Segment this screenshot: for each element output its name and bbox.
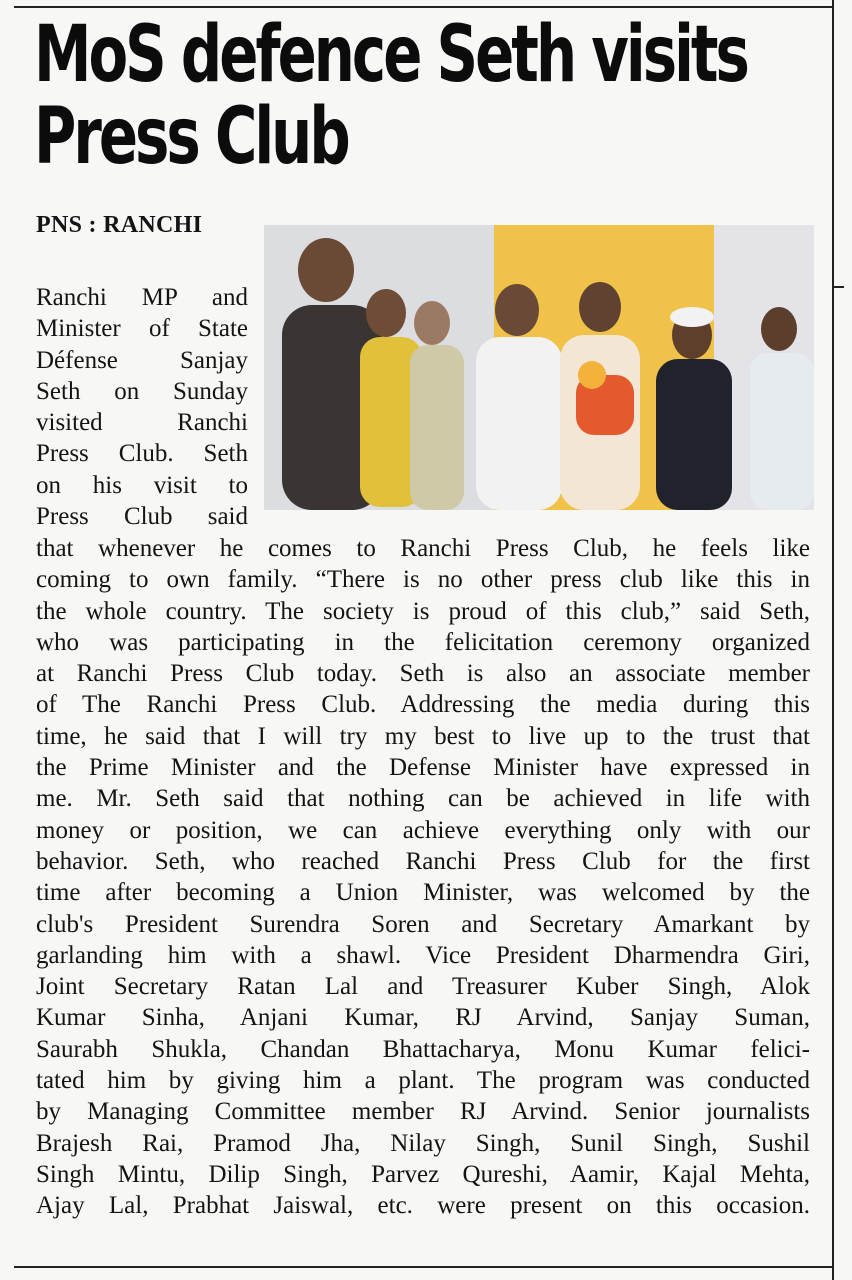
lead-line: Press Club. Seth (36, 440, 248, 468)
lead-line: Seth on Sunday (36, 377, 248, 405)
lead-line: Défense Sanjay (36, 346, 248, 374)
body-line: garlanding him with a shawl. Vice President Dharmendra Giri, (36, 941, 810, 969)
body-line: Singh Mintu, Dilip Singh, Parvez Qureshi, Aamir, Kajal Mehta, (36, 1160, 810, 1188)
column-marker-tick (834, 286, 844, 288)
body-line: Brajesh Rai, Pramod Jha, Nilay Singh, Sunil Singh, Sushil (36, 1129, 810, 1157)
body-line: behavior. Seth, who reached Ranchi Press Club for the first (36, 847, 810, 875)
body-line: Saurabh Shukla, Chandan Bhattacharya, Monu Kumar felici- (36, 1035, 810, 1063)
body-line: Kumar Sinha, Anjani Kumar, RJ Arvind, Sanjay Suman, (36, 1004, 810, 1032)
body-line: the Prime Minister and the Defense Minister have expressed in (36, 754, 810, 782)
body-line: tated him by giving him a plant. The program was conducted (36, 1067, 810, 1095)
article-headline (34, 10, 818, 182)
body-line: the whole country. The society is proud of this club,” said Seth, (36, 597, 810, 625)
lead-line: Press Club said (36, 503, 248, 531)
lead-line: Minister of State (36, 315, 248, 343)
article-body (36, 533, 810, 1222)
dateline: PNS : RANCHI (36, 212, 203, 238)
lead-line: visited Ranchi (36, 409, 248, 437)
body-line: me. Mr. Seth said that nothing can be achieved in life with (36, 785, 810, 813)
news-photo (264, 225, 814, 510)
body-line: money or position, we can achieve everything only with our (36, 816, 810, 844)
headline-line-1: MoS defence Seth visits (34, 10, 747, 100)
body-line: that whenever he comes to Ranchi Press Club, he feels like (36, 535, 810, 562)
lead-line: Ranchi MP and (36, 284, 248, 311)
article-lead-column (36, 282, 248, 532)
body-line: at Ranchi Press Club today. Seth is also an associate member (36, 660, 810, 688)
right-border-rule (832, 0, 834, 1280)
body-line: coming to own family. “There is no other press club like this in (36, 566, 810, 594)
body-line: Joint Secretary Ratan Lal and Treasurer Kuber Singh, Alok (36, 973, 810, 1001)
photo-illustration (264, 225, 814, 510)
lead-line: on his visit to (36, 471, 248, 499)
body-line: who was participating in the felicitation ceremony organized (36, 628, 810, 656)
body-line: club's President Surendra Soren and Secretary Amarkant by (36, 910, 810, 938)
body-line: Ajay Lal, Prabhat Jaiswal, etc. were present on this occasion. (36, 1192, 810, 1220)
body-line: of The Ranchi Press Club. Addressing the media during this (36, 691, 810, 719)
headline-line-2: Press Club (34, 92, 348, 182)
body-line: by Managing Committee member RJ Arvind. Senior journalists (36, 1098, 810, 1126)
body-line: time, he said that I will try my best to live up to the trust that (36, 722, 810, 750)
top-border-rule (14, 6, 834, 8)
body-line: time after becoming a Union Minister, was welcomed by the (36, 879, 810, 907)
bottom-border-rule (14, 1266, 834, 1268)
